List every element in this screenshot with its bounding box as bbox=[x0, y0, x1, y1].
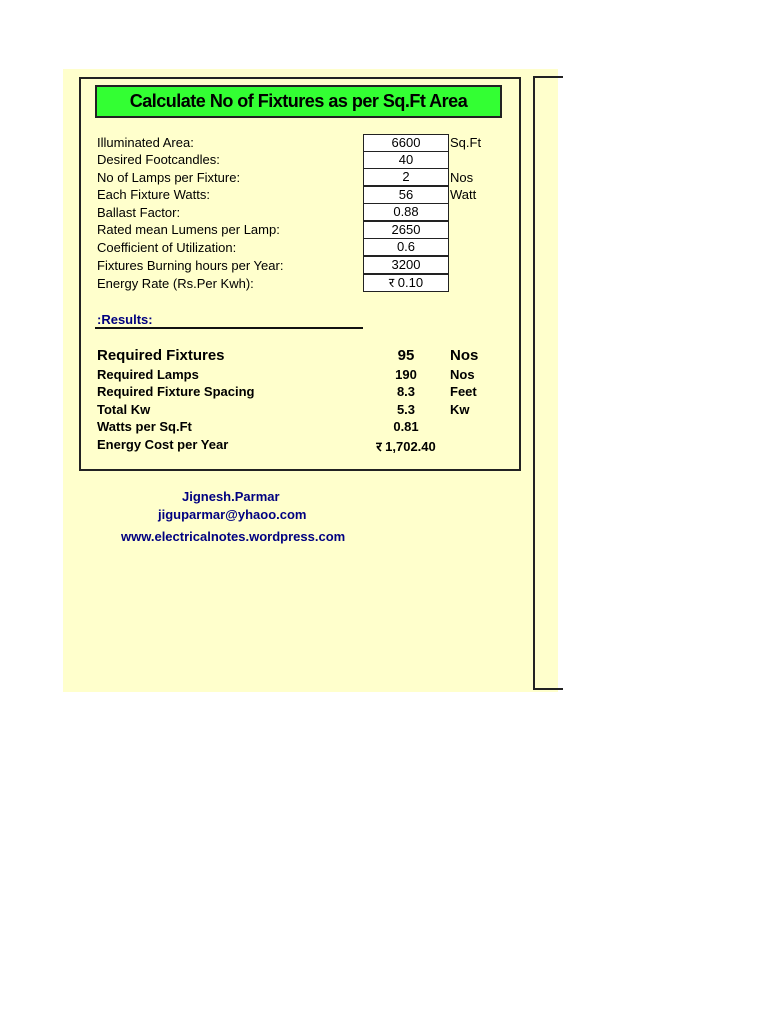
input-unit: Nos bbox=[450, 170, 474, 185]
desired-footcandles-input[interactable]: 40 bbox=[363, 151, 449, 169]
input-label: Coefficient of Utilization: bbox=[97, 240, 237, 255]
coefficient-utilization-input[interactable]: 0.6 bbox=[363, 238, 449, 256]
input-label: Desired Footcandles: bbox=[97, 152, 220, 167]
result-value-required-lamps: 190 bbox=[395, 367, 417, 382]
result-value-energy-cost: र 1,702.40 bbox=[376, 439, 436, 454]
results-heading: :Results: bbox=[97, 312, 153, 327]
input-label: Energy Rate (Rs.Per Kwh): bbox=[97, 276, 254, 291]
result-label-required-lamps: Required Lamps bbox=[97, 367, 199, 382]
fixture-watts-input[interactable]: 56 bbox=[363, 186, 449, 204]
result-unit-required-lamps: Nos bbox=[450, 367, 475, 382]
author-email-link[interactable]: jiguparmar@yhaoo.com bbox=[158, 507, 307, 522]
input-label: Each Fixture Watts: bbox=[97, 187, 210, 202]
result-label-required-fixtures: Required Fixtures bbox=[97, 347, 225, 364]
result-value-total-kw: 5.3 bbox=[396, 402, 416, 417]
results-divider bbox=[95, 327, 363, 329]
burning-hours-input[interactable]: 3200 bbox=[363, 256, 449, 274]
author-name: Jignesh.Parmar bbox=[182, 489, 280, 504]
result-value-watts-per-sqft: 0.81 bbox=[393, 419, 419, 434]
illuminated-area-input[interactable]: 6600 bbox=[363, 134, 449, 152]
input-unit: Sq.Ft bbox=[450, 135, 482, 150]
website-link[interactable]: www.electricalnotes.wordpress.com bbox=[121, 529, 346, 544]
energy-rate-input[interactable]: र 0.10 bbox=[363, 274, 449, 292]
lamps-per-fixture-input[interactable]: 2 bbox=[363, 168, 449, 186]
result-label-energy-cost: Energy Cost per Year bbox=[97, 437, 229, 452]
result-label-total-kw: Total Kw bbox=[97, 402, 151, 417]
result-unit-fixture-spacing: Feet bbox=[450, 384, 477, 399]
result-value-required-fixtures: 95 bbox=[397, 347, 415, 364]
result-label-fixture-spacing: Required Fixture Spacing bbox=[97, 384, 255, 399]
input-label: No of Lamps per Fixture: bbox=[97, 170, 241, 185]
input-label: Rated mean Lumens per Lamp: bbox=[97, 222, 280, 237]
lumens-per-lamp-input[interactable]: 2650 bbox=[363, 221, 449, 239]
input-unit: Watt bbox=[450, 187, 477, 202]
result-unit-required-fixtures: Nos bbox=[450, 347, 479, 364]
result-value-fixture-spacing: 8.3 bbox=[396, 384, 416, 399]
input-label: Fixtures Burning hours per Year: bbox=[97, 258, 284, 273]
ballast-factor-input[interactable]: 0.88 bbox=[363, 203, 449, 221]
adjacent-panel-border bbox=[533, 76, 563, 690]
result-label-watts-per-sqft: Watts per Sq.Ft bbox=[97, 419, 192, 434]
page-title: Calculate No of Fixtures as per Sq.Ft Area bbox=[95, 85, 502, 118]
result-unit-total-kw: Kw bbox=[450, 402, 470, 417]
input-label: Illuminated Area: bbox=[97, 135, 194, 150]
input-label: Ballast Factor: bbox=[97, 205, 181, 220]
